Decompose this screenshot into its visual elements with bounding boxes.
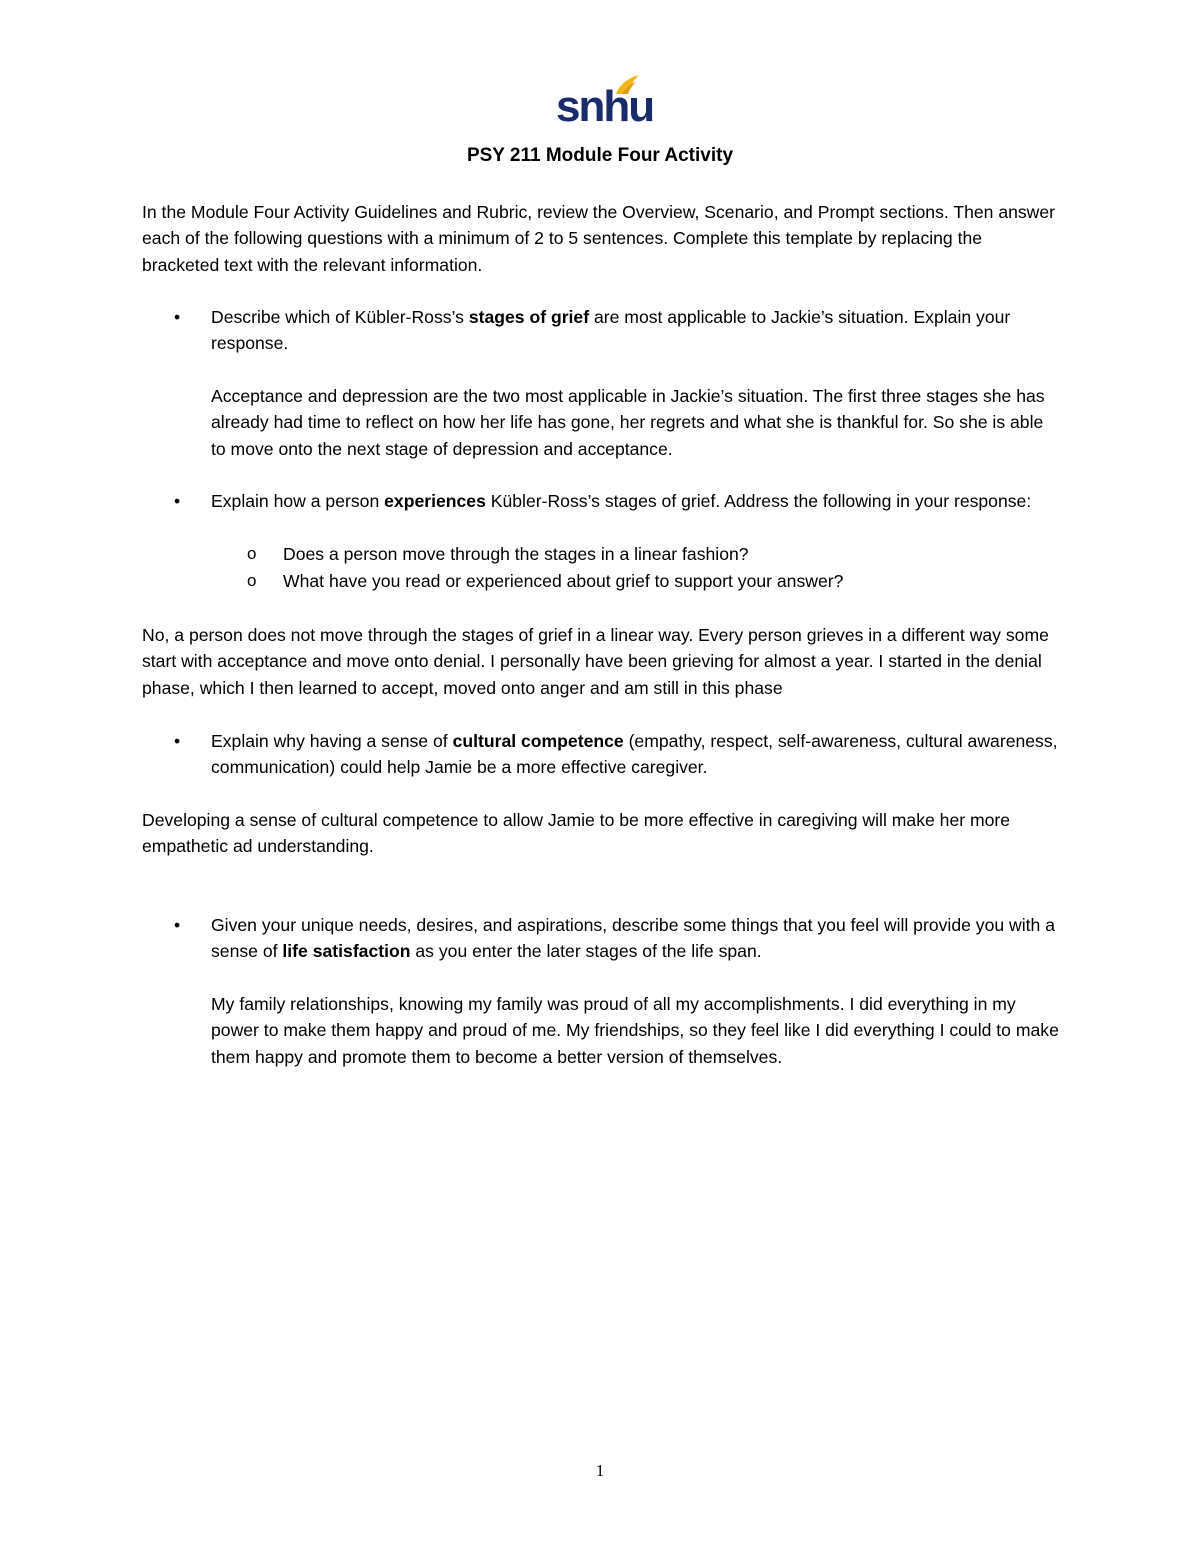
page-title: PSY 211 Module Four Activity — [466, 145, 734, 166]
question-2-sub-2: What have you read or experienced about grief to support your answer? — [283, 571, 844, 591]
question-1-emphasis: stages of grief — [468, 307, 590, 327]
question-2-text-end: Kübler-Ross’s stages of grief. Address the following in your response: — [485, 491, 1032, 511]
question-3-emphasis: cultural competence — [452, 731, 624, 751]
question-4-text: Given your unique needs, desires, and aspirations, describe some things that you feel will provide you with a sense of — [211, 915, 1055, 962]
answer-4: My family relationships, knowing my family was proud of all my accomplishments. I did everything in my power to make them happy and proud of me. My friendships, so they feel like I did everything I could to make them happy and promote them to become a better version of themselves. — [211, 994, 1059, 1067]
bullet-marker: • — [174, 915, 181, 935]
question-2-text: Explain how a person — [211, 491, 385, 511]
intro-paragraph: In the Module Four Activity Guidelines and Rubric, review the Overview, Scenario, and Prompt sections. Then answer each of the following questions with a minimum of 2 to 5 sentences. Complete this template by replacing the bracketed text with the relevant information. — [142, 202, 1056, 275]
question-3 — [211, 728, 1061, 781]
bullet-marker: • — [174, 307, 181, 327]
bullet-marker: • — [174, 731, 181, 751]
question-1 — [211, 304, 1061, 357]
question-4-text-end: as you enter the later stages of the life span. — [410, 941, 762, 962]
question-2 — [211, 488, 1061, 514]
question-2-sub-1: Does a person move through the stages in a linear fashion? — [283, 544, 749, 564]
sub-bullet-marker: o — [247, 571, 257, 590]
snhu-logo — [556, 74, 654, 132]
answer-1: Acceptance and depression are the two most applicable in Jackie’s situation. The first three stages she has already had time to reflect on how her life has gone, her regrets and what she is thankful for. So she is able to move onto the next stage of depression and acceptance. — [211, 386, 1045, 459]
question-3-text-end: (empathy, respect, self-awareness, cultural awareness, communication) could help Jamie be a more effective caregiver. — [211, 731, 1058, 778]
question-3-text: Explain why having a sense of — [211, 731, 453, 751]
question-1-text: Describe which of Kübler-Ross’s — [211, 307, 469, 327]
question-4 — [211, 912, 1061, 965]
question-2-emphasis: experiences — [384, 491, 486, 511]
question-4-emphasis: life satisfaction — [282, 941, 411, 962]
question-1-text-end: are most applicable to Jackie’s situation. Explain your response. — [211, 307, 1011, 354]
answer-3: Developing a sense of cultural competence to allow Jamie to be more effective in caregiving will make her more empathetic ad understanding. — [142, 810, 1011, 857]
logo-wordmark: snhu — [556, 82, 654, 131]
bullet-marker: • — [174, 491, 181, 511]
answer-2: No, a person does not move through the stages of grief in a linear way. Every person grieves in a different way some start with acceptance and move onto denial. I personally have been grieving for almost a year. I started in the denial phase, which I then learned to accept, moved onto anger and am still in this phase — [142, 625, 1049, 698]
sub-bullet-marker: o — [247, 544, 257, 563]
page-number: 1 — [595, 1461, 605, 1480]
